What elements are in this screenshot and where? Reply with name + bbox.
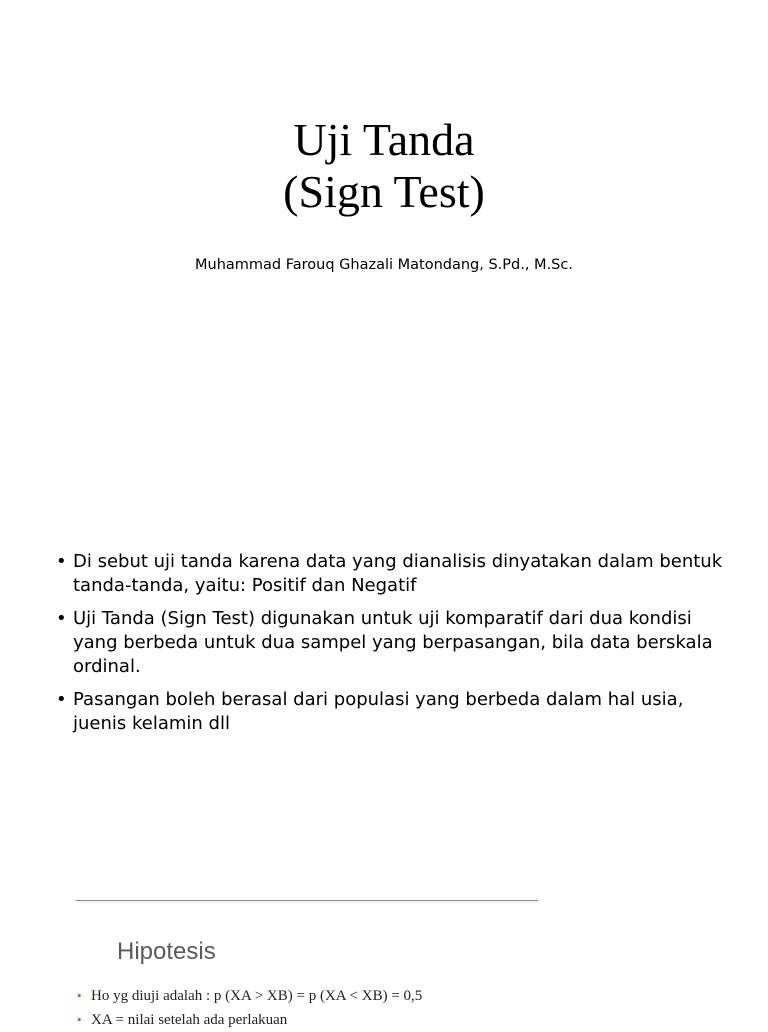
bullet-item xyxy=(56,688,736,736)
bullet-icon: • xyxy=(77,988,82,1003)
bullet-item xyxy=(56,607,736,679)
slide-2 xyxy=(0,300,768,860)
hypothesis-text: XA = nilai setelah ada perlakuan xyxy=(91,1012,288,1028)
title-line-2: (Sign Test) xyxy=(283,166,485,217)
slide-heading: Hipotesis xyxy=(117,938,216,965)
bullet-item xyxy=(56,550,736,598)
bullet-icon: • xyxy=(77,1012,82,1027)
bullet-text: Uji Tanda (Sign Test) digunakan untuk uji komparatif dari dua kondisi yang berbeda untuk dua sampel yang berpasangan, bila data berskala ordinal. xyxy=(73,608,713,677)
bullet-list xyxy=(56,550,736,745)
slide-3 xyxy=(0,860,768,1028)
bullet-text: Pasangan boleh berasal dari populasi yang berbeda dalam hal usia, juenis kelamin dll xyxy=(73,689,684,734)
bullet-text: Di sebut uji tanda karena data yang dianalisis dinyatakan dalam bentuk tanda-tanda, yaitu: Positif dan Negatif xyxy=(73,551,723,596)
hypothesis-item xyxy=(77,984,422,1008)
bullet-icon: • xyxy=(56,608,67,629)
slide-title xyxy=(0,114,768,218)
slide-1 xyxy=(0,0,768,300)
author-name: Muhammad Farouq Ghazali Matondang, S.Pd., M.Sc. xyxy=(195,257,573,273)
hypothesis-list xyxy=(77,984,422,1032)
title-line-1: Uji Tanda xyxy=(293,114,475,165)
hypothesis-item xyxy=(77,1008,422,1032)
hypothesis-text: Ho yg diuji adalah : p (XA > XB) = p (XA < XB) = 0,5 xyxy=(91,988,423,1004)
bullet-icon: • xyxy=(56,689,67,710)
slide-divider xyxy=(76,900,538,901)
bullet-icon: • xyxy=(56,551,67,572)
